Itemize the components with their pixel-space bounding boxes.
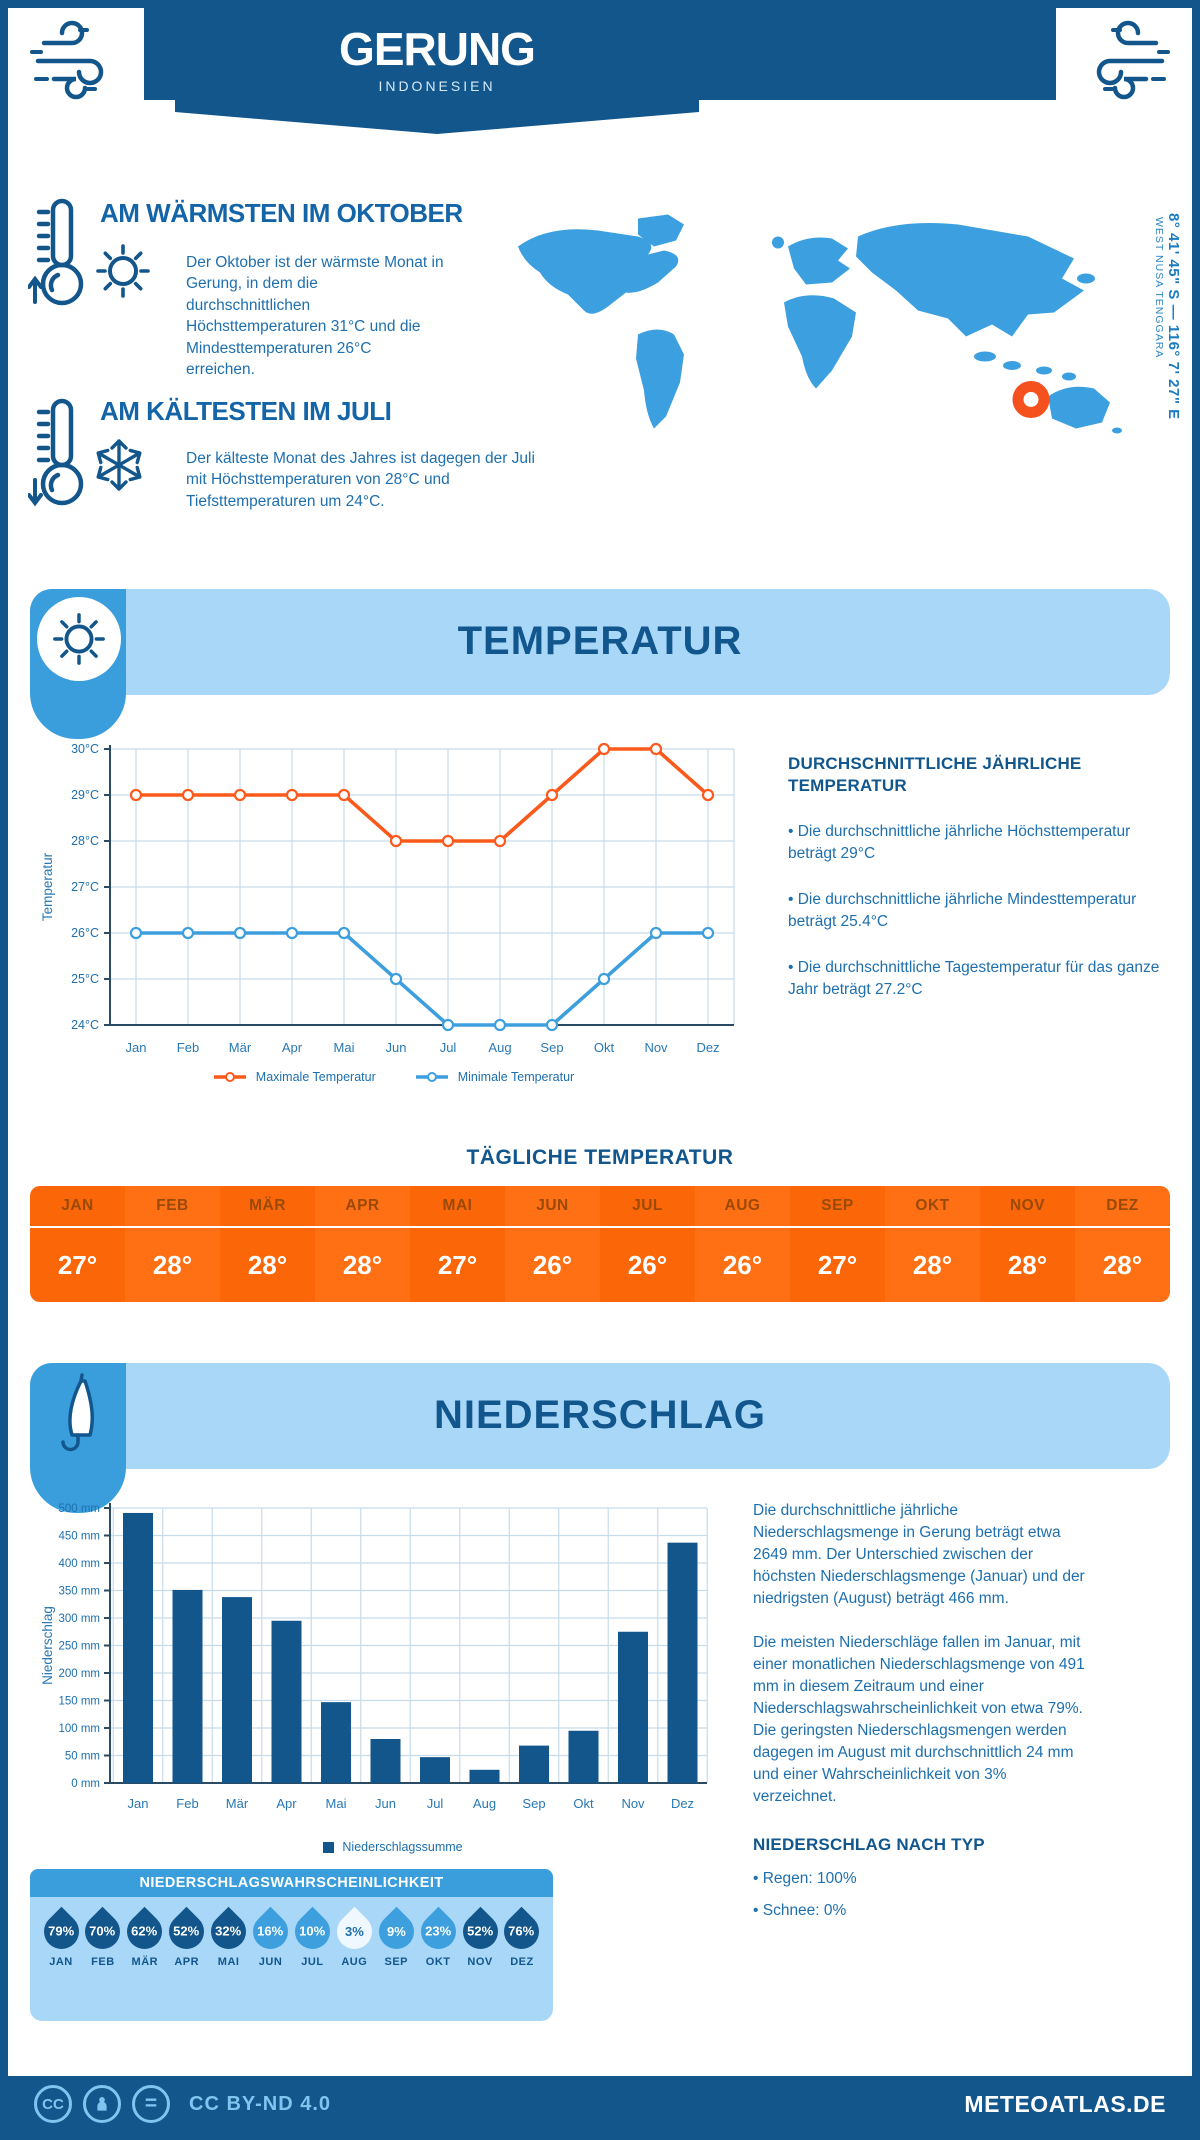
annual-temperature-column [788,753,1160,1025]
legend-swatch [323,1842,334,1853]
probability-header: NIEDERSCHLAGSWAHRSCHEINLICHKEIT [30,1869,553,1897]
wind-icon [30,17,122,108]
temperature-line-chart-svg [38,734,748,1066]
legend-item [414,1070,574,1084]
svg-text:Jan: Jan [127,1796,149,1811]
precipitation-paragraph-2: Die meisten Niederschläge fallen im Januar, mit einer monatlichen Niederschlagsmenge von 491 mm in diesem Zeitraum und einer Niederschlagswahrscheinlichkeit von etwa 79%. Die geringsten Niederschlagsmengen werden dagegen im August mit durchschnittlich 24 mm und einer Wahrscheinlichkeit von 3% verzeichnet. [753,1634,1085,1805]
thermometer-down-icon [28,396,94,513]
probability-drop-cell [293,1911,331,1968]
raindrop-icon [36,1907,85,1956]
precipitation-type-item: • Regen: 100% [753,1870,857,1888]
cc-icon: CC [34,2085,72,2123]
raindrop-icon [372,1907,421,1956]
raindrop-icon [120,1907,169,1956]
country-subtitle: INDONESIEN [378,78,496,94]
probability-percent: 52% [467,1924,494,1939]
daily-temp-column [600,1186,695,1302]
svg-text:Sep: Sep [540,1040,564,1055]
svg-text:Mär: Mär [225,1796,249,1811]
location-marker [1018,387,1044,413]
daily-temp-month: MÄR [220,1186,315,1228]
coldest-text: Der kälteste Monat des Jahres ist dagegen der Juli mit Höchsttemperaturen von 28°C und Tiefsttemperaturen um 24°C. [186,450,535,510]
daily-temp-value: 28° [342,1249,383,1280]
warmest-heading: AM WÄRMSTEN IM OKTOBER [100,198,463,228]
svg-text:Jul: Jul [426,1796,444,1811]
daily-temp-value: 28° [1102,1249,1143,1280]
svg-text:400 mm: 400 mm [58,1558,100,1570]
svg-text:Temperatur: Temperatur [40,852,55,922]
legend-label: Niederschlagssumme [342,1840,463,1854]
svg-text:250 mm: 250 mm [58,1640,100,1653]
thermometer-up-icon [28,196,94,313]
svg-text:Okt: Okt [573,1796,594,1811]
precipitation-chart-legend [38,1840,748,1854]
svg-text:0 mm: 0 mm [71,1778,100,1790]
probability-drop-cell [210,1911,248,1968]
daily-temp-value: 26° [722,1249,763,1280]
sun-icon [94,242,152,305]
daily-temp-value: 28° [152,1249,193,1280]
svg-text:500 mm: 500 mm [58,1503,100,1515]
legend-item [323,1840,462,1854]
daily-temp-value: 26° [627,1249,668,1280]
snowflake-icon [90,436,148,499]
daily-temp-month: FEB [125,1186,220,1228]
attribution-person-icon [83,2085,121,2123]
probability-month: SEP [384,1956,408,1968]
probability-month: APR [174,1956,200,1968]
probability-percent: 79% [47,1924,75,1939]
svg-text:50 mm: 50 mm [64,1750,100,1763]
probability-percent: 9% [386,1923,406,1939]
daily-temp-value: 27° [817,1249,858,1280]
title-block [175,8,699,112]
daily-temp-month: AUG [695,1186,790,1228]
probability-drop-cell [42,1911,80,1968]
daily-temp-month: NOV [980,1186,1075,1228]
coordinates-block [1153,213,1182,493]
probability-month: OKT [425,1956,451,1968]
svg-text:Mär: Mär [228,1040,252,1055]
svg-text:Okt: Okt [593,1040,615,1055]
svg-text:Apr: Apr [281,1040,303,1055]
svg-text:Jan: Jan [125,1040,147,1055]
probability-month: MAI [217,1956,240,1968]
precipitation-paragraph-1: Die durchschnittliche jährliche Niederschlagsmenge in Gerung beträgt etwa 2649 mm. Der Unterschied zwischen der höchsten Niederschlagsmenge (Januar) und der niedrigsten (August) beträgt 466 mm. [753,1502,1085,1607]
svg-text:Nov: Nov [621,1796,645,1811]
svg-text:Feb: Feb [176,1796,199,1811]
svg-text:27°C: 27°C [71,880,99,894]
city-title: GERUNG [339,23,535,75]
daily-temp-value: 28° [912,1249,953,1280]
daily-temp-value: 28° [247,1249,288,1280]
raindrop-icon [78,1907,127,1956]
svg-text:29°C: 29°C [71,788,99,802]
probability-drop-cell [168,1911,206,1968]
daily-temperature-heading: TÄGLICHE TEMPERATUR [466,1146,734,1169]
probability-percent: 62% [131,1924,158,1939]
precipitation-type-item: • Schnee: 0% [753,1902,847,1920]
precipitation-bar-chart-svg [38,1490,748,1822]
svg-text:25°C: 25°C [71,972,99,986]
svg-text:Nov: Nov [644,1040,668,1055]
world-map [488,204,1138,459]
svg-text:Jul: Jul [439,1040,457,1055]
nd-equals-icon: = [132,2085,170,2123]
legend-label: Maximale Temperatur [255,1070,376,1084]
precipitation-text-column [753,1500,1087,1932]
svg-text:300 mm: 300 mm [58,1613,100,1625]
probability-drops-row [30,1897,553,1968]
precipitation-type-heading: NIEDERSCHLAG NACH TYP [753,1835,985,1854]
svg-text:Aug: Aug [472,1796,497,1811]
probability-percent: 32% [215,1924,242,1939]
svg-text:Mai: Mai [333,1040,355,1055]
daily-temp-value: 27° [57,1249,98,1280]
title-notch [175,112,699,134]
warmest-text: Der Oktober ist der wärmste Monat in Gerung, in dem die durchschnittlichen Höchsttemperaturen 31°C und die Mindesttemperaturen 26°C erreichen. [186,254,444,378]
probability-month: DEZ [510,1956,534,1968]
daily-temp-column [220,1186,315,1302]
temperature-banner-title: TEMPERATUR [457,619,743,663]
daily-temp-value: 27° [437,1249,478,1280]
annual-temperature-heading: DURCHSCHNITTLICHE JÄHRLICHE TEMPERATUR [788,754,1082,796]
probability-percent: 52% [173,1924,200,1939]
daily-temp-column [30,1186,125,1302]
svg-text:350 mm: 350 mm [58,1585,100,1598]
daily-temp-column [125,1186,220,1302]
raindrop-icon [204,1907,253,1956]
temperature-banner [30,589,1170,695]
license-group[interactable] [34,2085,331,2123]
raindrop-icon [413,1907,462,1956]
daily-temp-month: JAN [30,1186,125,1228]
svg-text:Apr: Apr [276,1796,297,1811]
precipitation-type-list [753,1868,1087,1922]
precipitation-bar-chart [38,1490,748,1827]
svg-text:Mai: Mai [325,1796,347,1811]
probability-drop-cell [126,1911,164,1968]
daily-temp-column [505,1186,600,1302]
probability-month: NOV [467,1956,493,1968]
probability-drop-cell [503,1911,541,1968]
probability-percent: 23% [425,1924,452,1939]
daily-temp-month: MAI [410,1186,505,1228]
daily-temp-value: 28° [1007,1249,1048,1280]
probability-drop-cell [335,1911,373,1968]
annual-temperature-bullets [788,821,1160,1001]
svg-text:200 mm: 200 mm [58,1668,100,1680]
svg-text:Sep: Sep [522,1796,546,1811]
daily-temp-column [980,1186,1075,1302]
daily-temp-column [315,1186,410,1302]
raindrop-icon [246,1907,295,1956]
raindrop-icon [288,1907,337,1956]
probability-month: JAN [49,1956,73,1968]
coordinates-text: 8° 41' 45" S — 116° 7' 27" E [1165,213,1182,420]
probability-month: JUL [301,1956,324,1968]
probability-month: FEB [91,1956,115,1968]
daily-temp-month: OKT [885,1186,980,1228]
daily-temp-column [885,1186,980,1302]
probability-percent: 3% [344,1923,364,1939]
svg-text:Dez: Dez [696,1040,720,1055]
probability-drop-cell [252,1911,290,1968]
annual-temperature-bullet: • Die durchschnittliche Tagestemperatur für das ganze Jahr beträgt 27.2°C [788,959,1160,999]
coldest-heading: AM KÄLTESTEN IM JULI [100,396,392,426]
svg-text:Niederschlag: Niederschlag [40,1606,55,1685]
svg-text:100 mm: 100 mm [58,1723,100,1735]
svg-text:30°C: 30°C [71,742,99,756]
footer-bar [8,2076,1192,2132]
raindrop-icon [330,1907,379,1956]
daily-temp-month: JUL [600,1186,695,1228]
probability-percent: 70% [89,1924,116,1939]
legend-label: Minimale Temperatur [457,1070,575,1084]
daily-temp-month: DEZ [1075,1186,1170,1228]
svg-text:Jun: Jun [385,1040,407,1055]
svg-text:Aug: Aug [488,1040,512,1055]
legend-item [212,1070,376,1084]
svg-text:28°C: 28°C [71,834,99,848]
daily-temp-month: APR [315,1186,410,1228]
daily-temperature-table [30,1186,1170,1302]
raindrop-icon [497,1907,546,1956]
daily-temp-column [790,1186,885,1302]
annual-temperature-bullet: • Die durchschnittliche jährliche Höchsttemperatur beträgt 29°C [788,823,1131,863]
probability-percent: 16% [257,1924,284,1939]
temperature-banner-badge [30,589,126,739]
license-label: CC BY-ND 4.0 [189,2092,332,2115]
precipitation-banner-title: NIEDERSCHLAG [433,1393,767,1437]
svg-text:Jun: Jun [375,1796,396,1811]
probability-month: AUG [341,1956,368,1968]
wind-box-left [8,8,144,116]
daily-temp-month: SEP [790,1186,885,1228]
svg-text:150 mm: 150 mm [58,1695,100,1708]
temperature-chart-legend [38,1070,748,1084]
precipitation-banner [30,1363,1170,1469]
svg-text:24°C: 24°C [71,1018,99,1032]
temperature-line-chart [38,734,748,1071]
wind-icon [1078,17,1170,108]
probability-drop-cell [419,1911,457,1968]
probability-percent: 10% [299,1924,326,1939]
wind-box-right [1056,8,1192,116]
daily-temp-column [1075,1186,1170,1302]
daily-temp-month: JUN [505,1186,600,1228]
region-text: WEST NUSA TENGGARA [1153,217,1165,359]
svg-text:450 mm: 450 mm [58,1530,100,1543]
raindrop-icon [162,1907,211,1956]
daily-temp-column [410,1186,505,1302]
probability-drop-cell [461,1911,499,1968]
raindrop-icon [455,1907,504,1956]
svg-text:Dez: Dez [670,1796,695,1811]
probability-panel [30,1897,553,2021]
probability-month: MÄR [131,1956,159,1968]
svg-text:26°C: 26°C [71,926,99,940]
svg-text:Feb: Feb [176,1040,200,1055]
annual-temperature-bullet: • Die durchschnittliche jährliche Mindesttemperatur beträgt 25.4°C [788,891,1137,931]
site-name: METEOATLAS.DE [964,2090,1166,2117]
daily-temp-value: 26° [532,1249,573,1280]
probability-drop-cell [84,1911,122,1968]
probability-month: JUN [258,1956,283,1968]
probability-percent: 76% [508,1924,535,1939]
daily-temp-column [695,1186,790,1302]
probability-drop-cell [377,1911,415,1968]
